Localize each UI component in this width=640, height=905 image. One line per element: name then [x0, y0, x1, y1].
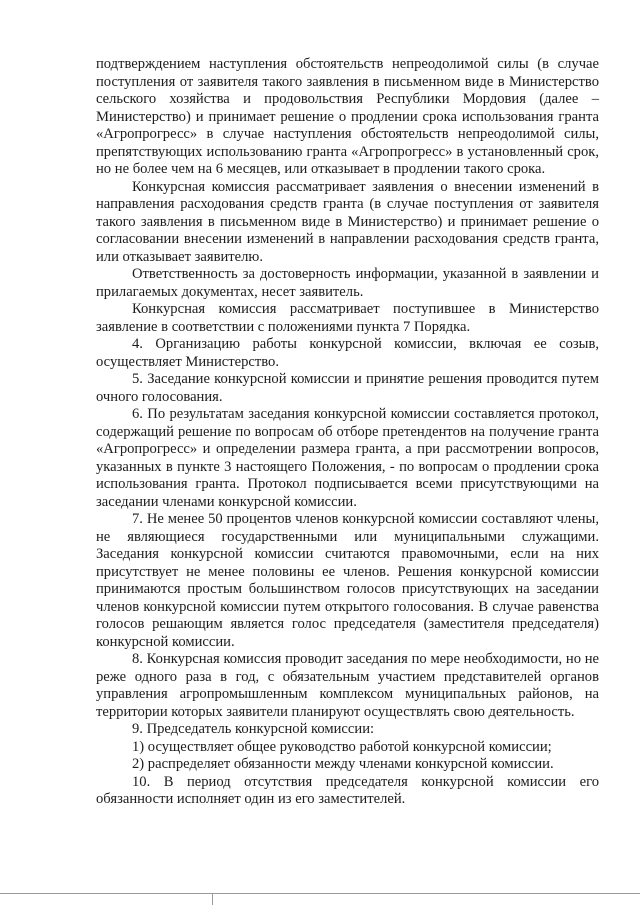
paragraph-item-9: 9. Председатель конкурсной комиссии: — [132, 721, 375, 737]
footer-divider — [0, 893, 640, 894]
paragraph-amendments: Конкурсная комиссия рассматривает заявления о внесении изменений в направления расходования средств гранта (в случае поступления от заявителя такого заявления в письменном виде в Министерство) и принимает решение о согласовании внесении изменений в направлении расходования средств гранта, или отказывает заявителю. — [96, 178, 599, 265]
paragraph-item-8: 8. Конкурсная комиссия проводит заседания по мере необходимости, но не реже одного раза в год, с обязательным участием представителей органов управления агропромышленным комплексом муниципальных районов, на территории которых заявители планируют осуществлять свою деятельность. — [96, 651, 599, 720]
paragraph-item-10: 10. В период отсутствия председателя конкурсной комиссии его обязанности исполняет один из его заместителей. — [96, 773, 599, 807]
paragraph-item-6: 6. По результатам заседания конкурсной комиссии составляется протокол, содержащий решение по вопросам об отборе претендентов на получение гранта «Агропрогресс» и определении размера гранта, а при рассмотрении вопросов, указанных в пункте 3 настоящего Положения, - по вопросам о продлении срока использования гранта. Протокол подписывается всеми присутствующими на заседании членами конкурсной комиссии. — [96, 406, 599, 510]
paragraph-item-7: 7. Не менее 50 процентов членов конкурсной комиссии составляют члены, не являющиеся государственными или муниципальными служащими. Заседания конкурсной комиссии считаются правомочными, если на них присутствует не менее половины ее членов. Решения конкурсной комиссии принимаются простым большинством голосов присутствующих на заседании членов конкурсной комиссии путем открытого голосования. В случае равенства голосов решающим является голос председателя (заместителя председателя) конкурсной комиссии. — [96, 511, 599, 650]
paragraph-item-5: 5. Заседание конкурсной комиссии и принятие решения проводится путем очного голосования. — [96, 371, 599, 405]
footer-tick-mark — [212, 893, 213, 905]
paragraph-review: Конкурсная комиссия рассматривает поступившее в Министерство заявление в соответствии с положениями пункта 7 Порядка. — [96, 301, 599, 335]
document-page — [96, 56, 599, 809]
paragraph-responsibility: Ответственность за достоверность информации, указанной в заявлении и прилагаемых документах, несет заявитель. — [96, 266, 599, 300]
paragraph-continuation: подтверждением наступления обстоятельств непреодолимой силы (в случае поступления от заявителя такого заявления в письменном виде в Министерство сельского хозяйства и продовольствия Республики Мордовия (далее – Министерство) и принимает решение о продлении срока использования гранта «Агропрогресс» в случае наступления обстоятельств непреодолимой силы, препятствующих использованию гранта «Агропрогресс» в установленный срок, но не более чем на 6 месяцев, или отказывает в продлении такого срока. — [96, 56, 599, 177]
list-item-9-2: 2) распределяет обязанности между членами конкурсной комиссии. — [132, 756, 554, 772]
list-item-9-1: 1) осуществляет общее руководство работой конкурсной комиссии; — [132, 738, 552, 755]
paragraph-item-4: 4. Организацию работы конкурсной комиссии, включая ее созыв, осуществляет Министерство. — [96, 336, 599, 370]
